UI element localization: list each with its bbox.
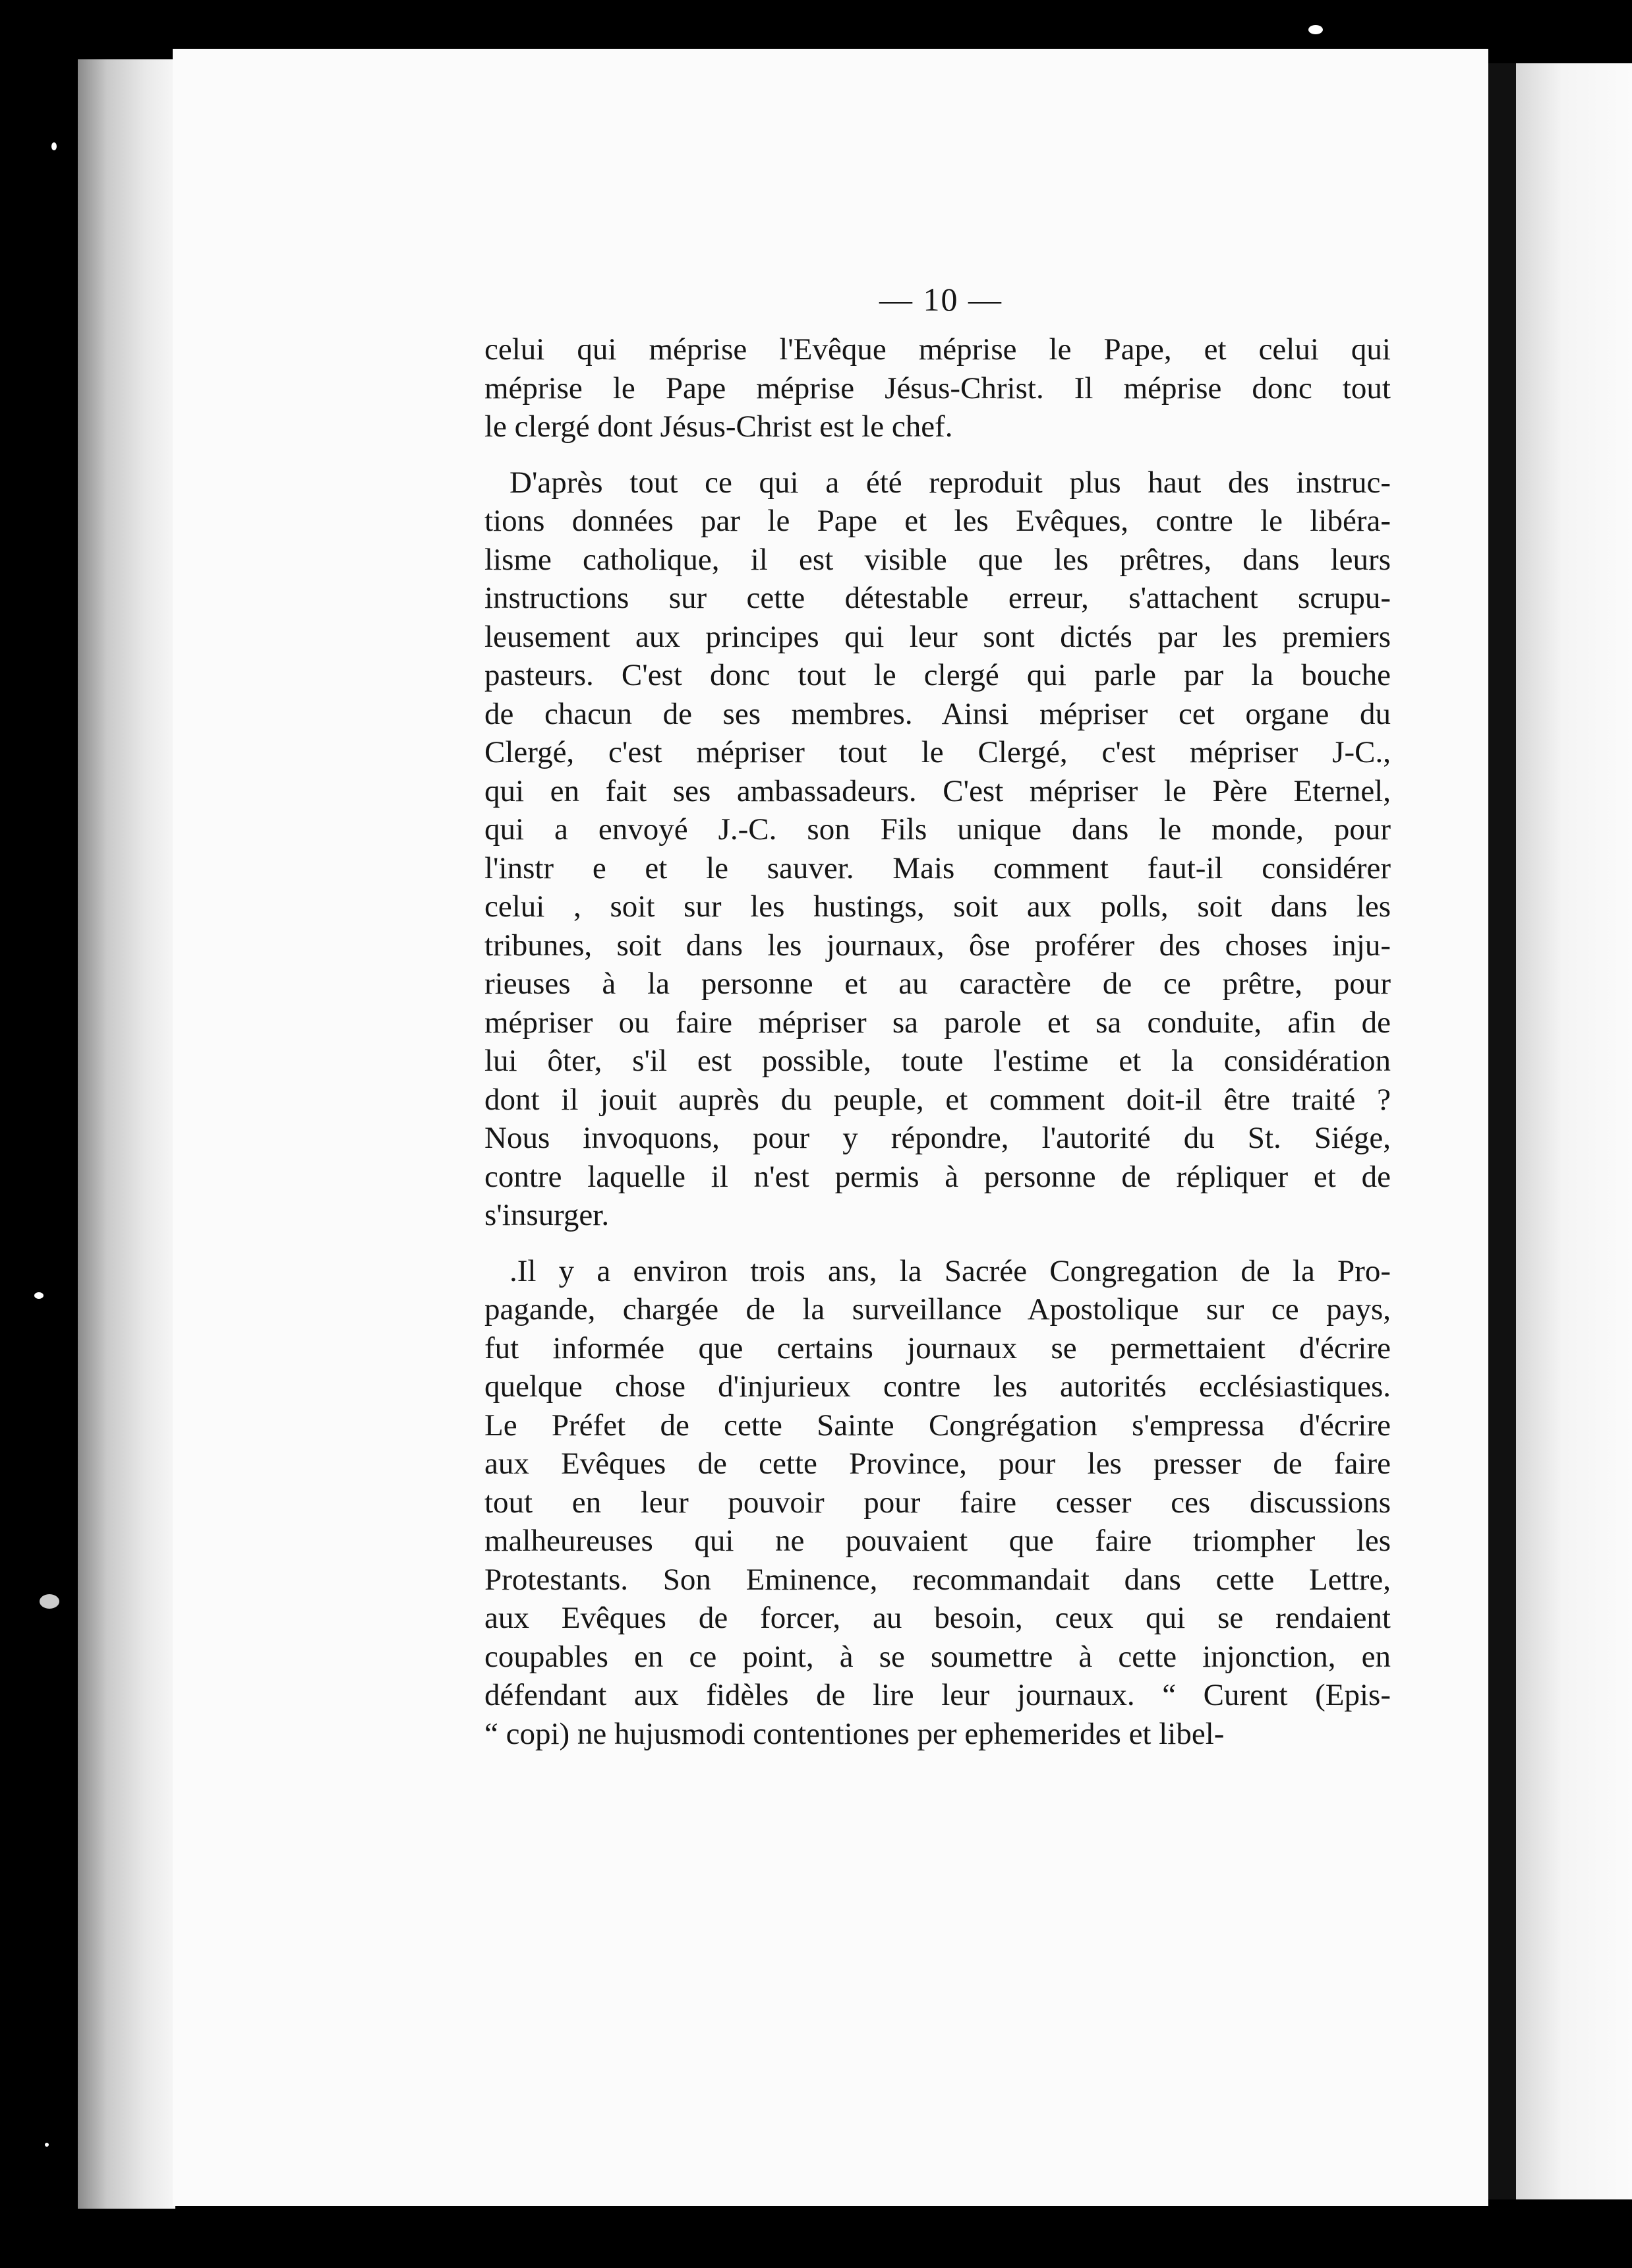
text-line: malheureuses qui ne pouvaient que faire triompher les <box>484 1524 1391 1558</box>
text-line: tions données par le Pape et les Evêques, contre le libéra- <box>484 504 1391 538</box>
adjacent-page-edge <box>1516 63 1632 2199</box>
paragraphs <box>484 330 1391 1753</box>
dust-speck <box>51 142 57 150</box>
text-line: contre laquelle il n'est permis à personne de répliquer et de <box>484 1159 1391 1194</box>
text-line: celui , soit sur les hustings, soit aux polls, soit dans les <box>484 889 1391 924</box>
text-line: instructions sur cette détestable erreur, s'attachent scrupu- <box>484 581 1391 615</box>
text-line: qui en fait ses ambassadeurs. C'est mépriser le Père Eternel, <box>484 773 1391 808</box>
text-line: rieuses à la personne et au caractère de ce prêtre, pour <box>484 967 1391 1001</box>
text-line: qui a envoyé J.-C. son Fils unique dans le monde, pour <box>484 812 1391 847</box>
text-line: aux Evêques de cette Province, pour les presser de faire <box>484 1447 1391 1481</box>
text-line: tribunes, soit dans les journaux, ôse proférer des choses inju- <box>484 928 1391 963</box>
text-line: s'insurger. <box>484 1198 610 1232</box>
dust-speck <box>45 2143 49 2147</box>
text-line: D'après tout ce qui a été reproduit plus haut des instruc- <box>510 465 1391 500</box>
text-line: Clergé, c'est mépriser tout le Clergé, c'est mépriser J-C., <box>484 735 1391 769</box>
text-line: Nous invoquons, pour y répondre, l'autorité du St. Siége, <box>484 1121 1391 1155</box>
text-line: méprise le Pape méprise Jésus-Christ. Il méprise donc tout <box>484 371 1391 405</box>
paragraph <box>484 1252 1391 1754</box>
text-line: aux Evêques de forcer, au besoin, ceux qui se rendaient <box>484 1601 1391 1635</box>
paragraph <box>484 463 1391 1235</box>
text-line: tout en leur pouvoir pour faire cesser ces discussions <box>484 1485 1391 1520</box>
text-line: le clergé dont Jésus-Christ est le chef. <box>484 409 953 444</box>
page-number: — 10 — <box>879 281 1003 318</box>
text-line: fut informée que certains journaux se permettaient d'écrire <box>484 1330 1391 1365</box>
page-gutter-shadow <box>1488 63 1516 2199</box>
text-line: Le Préfet de cette Sainte Congrégation s'empressa d'écrire <box>484 1408 1391 1443</box>
text-line: défendant aux fidèles de lire leur journaux. “ Curent (Epis- <box>484 1678 1391 1712</box>
paragraph <box>484 330 1391 446</box>
text-line: coupables en ce point, à se soumettre à cette injonction, en <box>484 1639 1391 1674</box>
text-line: quelque chose d'injurieux contre les autorités ecclésiastiques. <box>484 1369 1391 1404</box>
text-line: l'instr e et le sauver. Mais comment faut-il considérer <box>484 850 1391 885</box>
text-line: celui qui méprise l'Evêque méprise le Pape, et celui qui <box>484 332 1391 367</box>
text-line: lisme catholique, il est visible que les prêtres, dans leurs <box>484 542 1391 577</box>
text-line: “ copi) ne hujusmodi contentiones per ephemerides et libel- <box>484 1716 1225 1751</box>
text-line: mépriser ou faire mépriser sa parole et sa conduite, afin de <box>484 1005 1391 1040</box>
text-line: de chacun de ses membres. Ainsi mépriser cet organe du <box>484 696 1391 731</box>
dust-speck <box>34 1292 44 1299</box>
text-line: Protestants. Son Eminence, recommandait dans cette Lettre, <box>484 1562 1391 1597</box>
text-line: pasteurs. C'est donc tout le clergé qui parle par la bouche <box>484 658 1391 692</box>
text-line: dont il jouit auprès du peuple, et comment doit-il être traité ? <box>484 1082 1391 1117</box>
text-line: leusement aux principes qui leur sont dictés par les premiers <box>484 619 1391 654</box>
page-text <box>484 280 1391 1770</box>
text-line: .Il y a environ trois ans, la Sacrée Congregation de la Pro- <box>510 1253 1391 1288</box>
text-line: pagande, chargée de la surveillance Apostolique sur ce pays, <box>484 1292 1391 1327</box>
text-line: lui ôter, s'il est possible, toute l'estime et la considération <box>484 1044 1391 1078</box>
left-page-edge <box>78 59 175 2209</box>
dust-speck <box>1308 25 1323 34</box>
dust-speck <box>40 1594 59 1609</box>
